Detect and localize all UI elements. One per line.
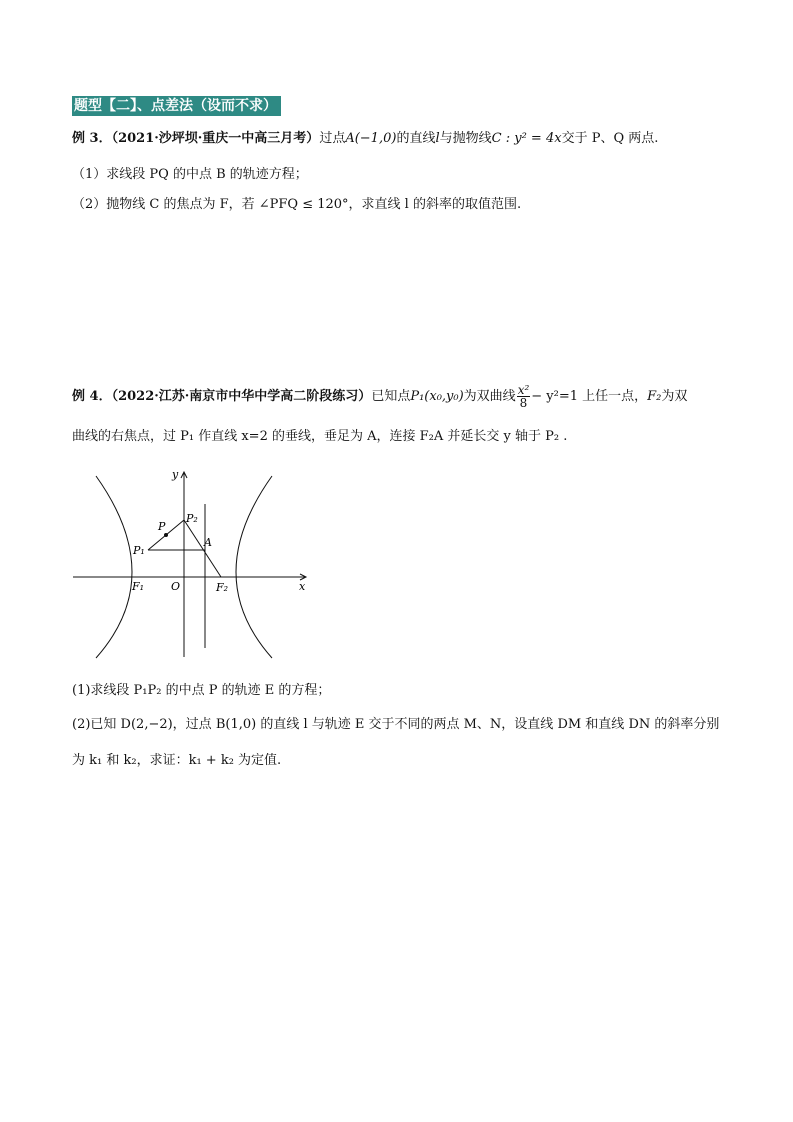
label-a: A bbox=[204, 536, 212, 549]
label-p2: P₂ bbox=[186, 512, 198, 525]
example3-source: （2021·沙坪坝·重庆一中高三月考） bbox=[111, 131, 320, 146]
example4-point-p1: P₁(x₀,y₀) bbox=[410, 389, 464, 404]
example3-stem bbox=[72, 128, 658, 150]
example4-question-1: (1)求线段 P₁P₂ 的中点 P 的轨迹 E 的方程； bbox=[72, 683, 331, 698]
example3-text-b: 的直线 bbox=[396, 131, 436, 146]
example3-label: 例 3． bbox=[72, 131, 112, 146]
example4-stem bbox=[72, 384, 687, 409]
example3-question-2: （2）抛物线 C 的焦点为 F，若 ∠PFQ ≤ 120°，求直线 l 的斜率的取值范围. bbox=[72, 197, 522, 212]
example3-question-1: （1）求线段 PQ 的中点 B 的轨迹方程； bbox=[72, 167, 308, 182]
segment-f2-p2 bbox=[184, 520, 221, 577]
label-y: y bbox=[172, 468, 179, 481]
hyperbola-fraction bbox=[517, 384, 531, 409]
label-x: x bbox=[299, 580, 306, 593]
example4-question-2-cont: 为 k₁ 和 k₂，求证：k₁ + k₂ 为定值. bbox=[72, 753, 282, 768]
example3-line-l: l bbox=[435, 131, 440, 146]
example4-text-d: 为双 bbox=[661, 389, 688, 404]
example4-label: 例 4． bbox=[72, 389, 112, 404]
example4-source: （2022·江苏·南京市中华中学高二阶段练习） bbox=[111, 389, 372, 404]
example4-text-b: 为双曲线 bbox=[463, 389, 516, 404]
label-p1: P₁ bbox=[133, 544, 145, 557]
label-origin: O bbox=[171, 580, 181, 593]
point-p bbox=[164, 533, 168, 537]
example4-f2: F₂ bbox=[647, 389, 662, 404]
example3-text-a: 过点 bbox=[319, 131, 346, 146]
example4-question-2: (2)已知 D(2,−2)，过点 B(1,0) 的直线 l 与轨迹 E 交于不同的两点 M、N，设直线 DM 和直线 DN 的斜率分别 bbox=[72, 717, 720, 732]
label-p: P bbox=[158, 520, 166, 533]
section-title: 题型【二】、点差法（设而不求） bbox=[72, 96, 281, 116]
example3-parabola: C : y² = 4x bbox=[491, 131, 562, 146]
label-f2: F₂ bbox=[216, 581, 229, 594]
label-f1: F₁ bbox=[132, 580, 145, 593]
example3-text-c: 与抛物线 bbox=[439, 131, 492, 146]
fraction-numerator: x² bbox=[517, 383, 530, 397]
hyperbola-right-branch bbox=[236, 476, 272, 658]
example3-point-a: A(−1,0) bbox=[345, 131, 397, 146]
example3-text-d: 交于 P、Q 两点. bbox=[561, 131, 659, 146]
example4-text-a: 已知点 bbox=[371, 389, 411, 404]
example4-stem-line2: 曲线的右焦点，过 P₁ 作直线 x=2 的垂线，垂足为 A，连接 F₂A 并延长交 y 轴于 P₂ . bbox=[72, 429, 568, 444]
example4-text-c: − y²=1 上任一点， bbox=[531, 389, 648, 404]
fraction-denominator: 8 bbox=[519, 396, 528, 410]
hyperbola-left-branch bbox=[96, 476, 132, 658]
hyperbola-figure bbox=[68, 462, 318, 662]
